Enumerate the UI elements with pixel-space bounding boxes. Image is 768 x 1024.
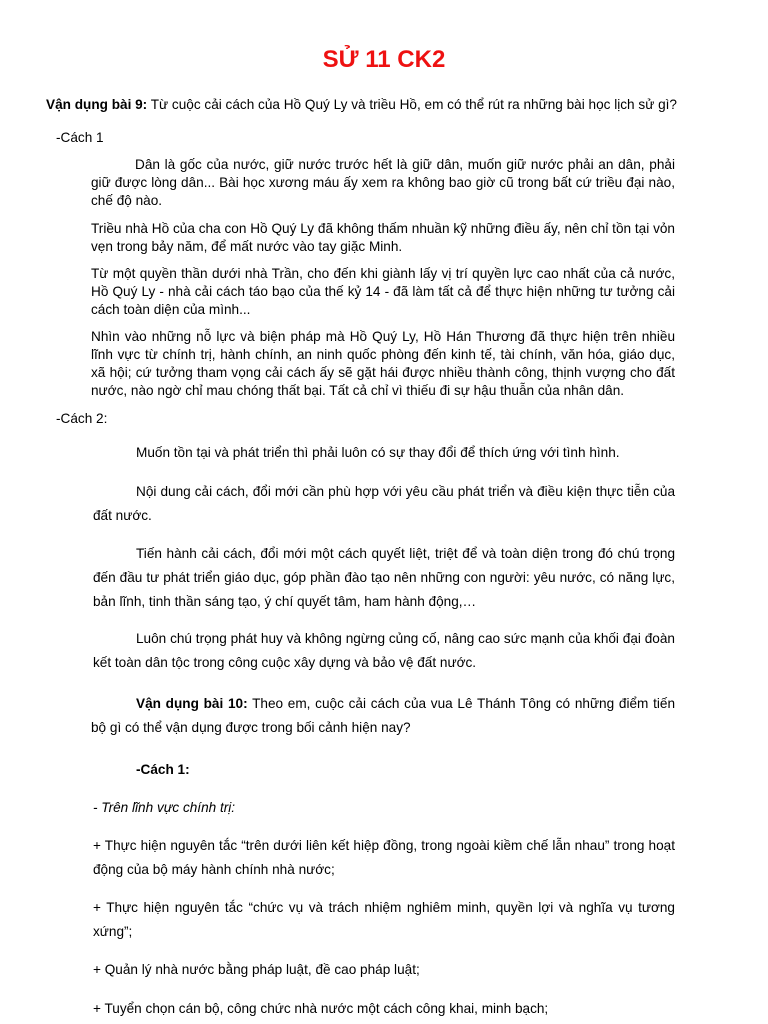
cach-1b-label-text: -Cách 1:: [136, 762, 190, 777]
political-heading-text: - Trên lĩnh vực chính trị:: [93, 800, 236, 815]
page-title: SỬ 11 CK2: [322, 46, 446, 73]
cach-2-paragraph: Tiến hành cải cách, đổi mới một cách quyết liệt, triệt để và toàn diện trong đó chú trọng đến đầu tư phát triển giáo dục, góp phần đào tạo nên những con người: yêu nước, có năng lực, bản lĩnh, tinh thần sáng tạo, ý chí quyết tâm, ham hành động,…: [93, 546, 675, 609]
cach-2-paragraph: Muốn tồn tại và phát triển thì phải luôn có sự thay đổi để thích ứng với tình hình.: [136, 445, 620, 460]
cach-1-label: -Cách 1: [56, 130, 104, 145]
question-10-text: Theo em, cuộc cải cách của vua Lê Thánh Tông có những điểm tiến bộ gì có thể vận dụng được trong bối cảnh hiện nay?: [91, 696, 676, 735]
cach-1-paragraph: Nhìn vào những nỗ lực và biện pháp mà Hồ Quý Ly, Hồ Hán Thương đã thực hiện trên nhiều lĩnh vực từ chính trị, hành chính, an ninh quốc phòng đến kinh tế, tài chính, văn hóa, giáo dục, xã hội; cứ tưởng tham vọng cải cách ấy sẽ gặt hái được nhiều thành công, thịnh vượng cho đất nước, nào ngờ chỉ mau chóng thất bại. Tất cả chỉ vì thiếu đi sự hậu thuẫn của nhân dân.: [91, 329, 675, 398]
question-10: [91, 692, 675, 740]
question-9-text: Từ cuộc cải cách của Hồ Quý Ly và triều Hồ, em có thể rút ra những bài học lịch sử gì?: [147, 97, 677, 112]
cach-1b-label: [136, 761, 190, 779]
political-point: + Tuyển chọn cán bộ, công chức nhà nước một cách công khai, minh bạch;: [93, 1001, 549, 1016]
political-point: + Quản lý nhà nước bằng pháp luật, đề cao pháp luật;: [93, 962, 420, 977]
question-9: [46, 96, 746, 114]
political-heading: [93, 799, 235, 817]
cach-2-paragraph: Luôn chú trọng phát huy và không ngừng củng cố, nâng cao sức mạnh của khối đại đoàn kết toàn dân tộc trong công cuộc xây dựng và bảo vệ đất nước.: [93, 631, 675, 670]
cach-1-paragraph: Từ một quyền thần dưới nhà Trần, cho đến khi giành lấy vị trí quyền lực cao nhất của cả nước, Hồ Quý Ly - nhà cải cách táo bạo của thế kỷ 14 - đã làm tất cả để thực hiện những tư tưởng cải cách toàn diện của mình...: [91, 266, 675, 317]
cach-2-label: -Cách 2:: [56, 411, 108, 426]
cach-1-paragraph: Triều nhà Hồ của cha con Hồ Quý Ly đã không thấm nhuần kỹ những điều ấy, nên chỉ tồn tại vỏn vẹn trong bảy năm, để mất nước vào tay giặc Minh.: [91, 221, 675, 254]
question-9-label: Vận dụng bài 9:: [46, 97, 148, 112]
question-10-label: Vận dụng bài 10:: [136, 696, 248, 711]
cach-2-paragraph: Nội dung cải cách, đổi mới cần phù hợp với yêu cầu phát triển và điều kiện thực tiễn của đất nước.: [93, 484, 675, 523]
political-point: + Thực hiện nguyên tắc “chức vụ và trách nhiệm nghiêm minh, quyền lợi và nghĩa vụ tương xứng”;: [93, 900, 675, 939]
political-point: + Thực hiện nguyên tắc “trên dưới liên kết hiệp đồng, trong ngoài kiềm chế lẫn nhau” trong hoạt động của bộ máy hành chính nhà nước;: [93, 838, 675, 877]
cach-1-paragraph: Dân là gốc của nước, giữ nước trước hết là giữ dân, muốn giữ nước phải an dân, phải giữ được lòng dân... Bài học xương máu ấy xem ra không bao giờ cũ trong bất cứ triều đại nào, chế độ nào.: [91, 157, 675, 208]
